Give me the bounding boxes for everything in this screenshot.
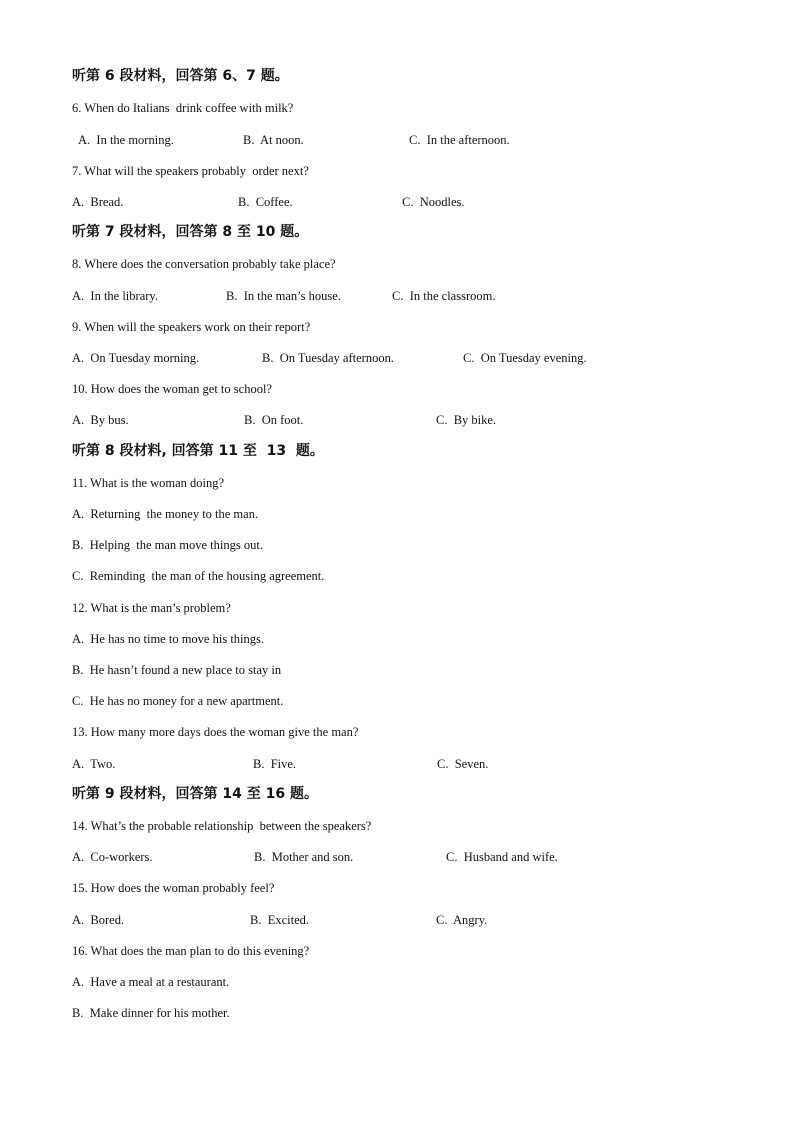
question-9: 9. When will the speakers work on their report? — [72, 320, 311, 334]
q7-option-a: A. Bread. — [72, 195, 124, 209]
q11-option-b: B. Helping the man move things out. — [72, 538, 263, 552]
question-10: 10. How does the woman get to school? — [72, 382, 272, 396]
q12-option-b: B. He hasn’t found a new place to stay in — [72, 663, 282, 677]
q9-option-c: C. On Tuesday evening. — [463, 351, 587, 365]
q14-option-c: C. Husband and wife. — [446, 850, 558, 864]
question-15: 15. How does the woman probably feel? — [72, 881, 275, 895]
question-13: 13. How many more days does the woman give the man? — [72, 725, 359, 739]
section-heading-9: 听第 9 段材料，回答第 14 至 16 题。 — [72, 786, 318, 802]
q12-option-a: A. He has no time to move his things. — [72, 632, 264, 646]
q11-option-c: C. Reminding the man of the housing agreement. — [72, 569, 325, 583]
q16-option-b: B. Make dinner for his mother. — [72, 1006, 230, 1020]
q15-option-c: C. Angry. — [436, 913, 488, 927]
q13-option-c: C. Seven. — [437, 757, 489, 771]
q14-option-b: B. Mother and son. — [254, 850, 354, 864]
section-heading-7: 听第 7 段材料，回答第 8 至 10 题。 — [72, 224, 309, 240]
q10-option-b: B. On foot. — [244, 413, 304, 427]
question-8: 8. Where does the conversation probably take place? — [72, 257, 336, 271]
q12-option-c: C. He has no money for a new apartment. — [72, 694, 284, 708]
q15-option-b: B. Excited. — [250, 913, 310, 927]
question-12: 12. What is the man’s problem? — [72, 601, 231, 615]
question-14: 14. What’s the probable relationship between the speakers? — [72, 819, 372, 833]
section-heading-6: 听第 6 段材料，回答第 6、7 题。 — [72, 68, 289, 84]
q8-option-a: A. In the library. — [72, 289, 158, 303]
question-11: 11. What is the woman doing? — [72, 476, 225, 490]
q8-option-b: B. In the man’s house. — [226, 289, 341, 303]
section-heading-8: 听第 8 段材料, 回答第 11 至 13 题。 — [72, 443, 324, 459]
q10-option-a: A. By bus. — [72, 413, 129, 427]
q6-option-b: B. At noon. — [243, 133, 304, 147]
q16-option-a: A. Have a meal at a restaurant. — [72, 975, 230, 989]
q11-option-a: A. Returning the money to the man. — [72, 507, 259, 521]
q9-option-b: B. On Tuesday afternoon. — [262, 351, 394, 365]
q13-option-a: A. Two. — [72, 757, 116, 771]
q6-option-c: C. In the afternoon. — [409, 133, 510, 147]
q7-option-b: B. Coffee. — [238, 195, 293, 209]
q6-option-a: A. In the morning. — [78, 133, 174, 147]
q8-option-c: C. In the classroom. — [392, 289, 496, 303]
q9-option-a: A. On Tuesday morning. — [72, 351, 200, 365]
q15-option-a: A. Bored. — [72, 913, 125, 927]
question-6: 6. When do Italians drink coffee with milk? — [72, 101, 294, 115]
q7-option-c: C. Noodles. — [402, 195, 465, 209]
q14-option-a: A. Co-workers. — [72, 850, 153, 864]
q13-option-b: B. Five. — [253, 757, 297, 771]
question-7: 7. What will the speakers probably order next? — [72, 164, 309, 178]
question-16: 16. What does the man plan to do this evening? — [72, 944, 310, 958]
q10-option-c: C. By bike. — [436, 413, 497, 427]
